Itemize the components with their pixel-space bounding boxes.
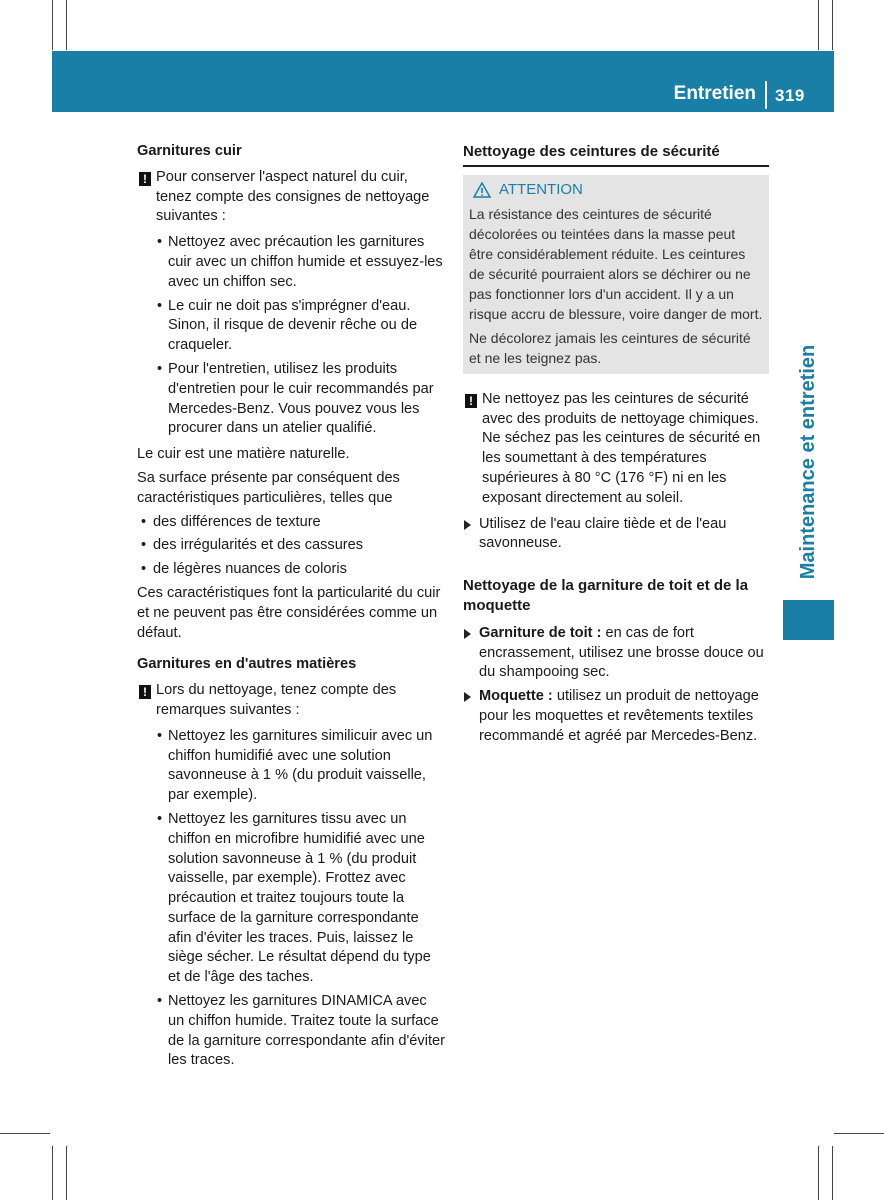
crop-mark <box>832 1146 833 1200</box>
paragraph: Sa surface présente par conséquent des caractéristiques particulières, telles que <box>137 469 400 506</box>
list-item: • des irrégularités et des cassures <box>153 536 445 556</box>
step-label: Garniture de toit : <box>479 624 602 641</box>
crop-mark <box>818 1146 819 1200</box>
bullet-icon: • <box>141 561 147 578</box>
crop-mark <box>832 0 833 50</box>
attention-text: Ne décolorez jamais les ceintures de sécurité et ne les teignez pas. <box>469 329 751 366</box>
belts-step <box>463 515 769 555</box>
list-item: • de légères nuances de coloris <box>153 560 445 580</box>
step-text: en cas de fort encrassement, utilisez une brosse douce ou du shampooing sec. <box>479 624 764 681</box>
step-text: utilisez un produit de nettoyage pour les moquettes et revêtements textiles recommandé et agréé par Mercedes-Benz. <box>479 688 759 744</box>
crop-mark <box>66 1146 67 1200</box>
other-materials-heading: Garnitures en d'autres matières <box>137 656 357 673</box>
crop-mark <box>52 1146 53 1200</box>
arrow-icon <box>464 520 471 530</box>
attention-header <box>469 180 763 200</box>
bullet-icon: • <box>157 727 163 744</box>
bullet-icon: • <box>141 513 147 530</box>
attention-title: ATTENTION <box>499 180 583 198</box>
leather-warning <box>137 168 445 227</box>
list-item: • des différences de texture <box>153 513 445 533</box>
header-separator <box>765 81 767 109</box>
crop-mark <box>52 0 53 50</box>
features-list <box>137 513 445 580</box>
belts-heading: Nettoyage des ceintures de sécurité <box>463 142 769 167</box>
list-item: • Pour l'entretien, utilisez les produits d'entretien pour le cuir recommandés par Mercedes-Benz. Vous pouvez vous les procurer dans un atelier qualifié. <box>157 360 434 437</box>
left-column <box>137 142 445 1071</box>
bullet-icon: • <box>157 993 163 1010</box>
other-warning-text: Lors du nettoyage, tenez compte des remarques suivantes : <box>156 682 397 718</box>
paragraph: Le cuir est une matière naturelle. <box>137 446 350 463</box>
crop-mark <box>818 0 819 50</box>
carpet-step <box>463 687 769 746</box>
warning-icon: ! <box>139 172 151 186</box>
belts-warning-text: Ne nettoyez pas les ceintures de sécurité avec des produits de nettoyage chimiques. Ne séchez pas les ceintures de sécurité en les soumettant à des températures supérieures à 80 °C (176 °F) ni en les exposant directement au soleil. <box>482 390 761 506</box>
bullet-icon: • <box>157 234 163 251</box>
warning-triangle-icon <box>473 182 491 198</box>
header-bar <box>52 51 834 112</box>
bullet-icon: • <box>157 810 163 827</box>
bullet-icon: • <box>157 360 163 377</box>
leather-heading: Garnitures cuir <box>137 143 242 159</box>
paragraph: Ces caractéristiques font la particularité du cuir et ne peuvent pas être considérées comme un défaut. <box>137 584 441 641</box>
list-item: • Nettoyez les garnitures similicuir avec un chiffon humidifié avec une solution savonneuse à 1 % (du produit vaisselle, par exemple). <box>157 727 433 804</box>
belts-warning <box>463 390 769 509</box>
list-item: • Nettoyez les garnitures tissu avec un chiffon en microfibre humidifié avec une solution savonneuse à 1 % (du produit vaisselle, par exemple). Frottez avec précaution et traitez toujours toute la surface de la garniture correspondante afin d'éviter les traces. Puis, laissez le siège sécher. Le résultat dépend du type et de l'âge des taches. <box>157 810 431 986</box>
bullet-icon: • <box>157 297 163 314</box>
list-item: • Le cuir ne doit pas s'imprégner d'eau. Sinon, il risque de devenir rêche ou de craqueler. <box>157 297 418 354</box>
bullet-icon: • <box>141 537 147 554</box>
attention-box <box>463 175 769 374</box>
leather-bullet-list <box>137 233 445 439</box>
arrow-icon <box>464 692 471 702</box>
crop-mark <box>834 1133 884 1134</box>
step-label: Moquette : <box>479 688 553 705</box>
other-warning <box>137 681 445 721</box>
other-bullet-list <box>137 727 445 1072</box>
warning-icon: ! <box>465 394 477 408</box>
crop-mark <box>0 1133 50 1134</box>
side-tab-label: Maintenance et entretien <box>797 344 819 580</box>
list-item: • Nettoyez les garnitures DINAMICA avec un chiffon humide. Traitez toute la surface de la garniture correspondante afin d'éviter les traces. <box>157 993 445 1069</box>
crop-mark <box>66 0 67 50</box>
right-column <box>463 142 769 747</box>
roof-step <box>463 624 769 683</box>
attention-text: La résistance des ceintures de sécurité décolorées ou teintées dans la masse peut être considérablement réduite. Les ceintures de sécurité pourraient alors se déchirer ou ne pas fonctionner lors d'un accident. Il y a un risque accru de blessure, voire danger de mort. <box>469 205 763 322</box>
page-number: 319 <box>775 86 805 105</box>
arrow-icon <box>464 629 471 639</box>
step-text: Utilisez de l'eau claire tiède et de l'eau savonneuse. <box>479 515 727 552</box>
section-title: Entretien <box>673 83 756 104</box>
leather-warning-text: Pour conserver l'aspect naturel du cuir, tenez compte des consignes de nettoyage suivantes : <box>156 168 430 225</box>
roof-heading: Nettoyage de la garniture de toit et de la moquette <box>463 577 749 614</box>
warning-icon: ! <box>139 685 151 699</box>
side-tab-marker <box>783 600 834 640</box>
list-item: • Nettoyez avec précaution les garnitures cuir avec un chiffon humide et essuyez-les avec un chiffon sec. <box>157 234 443 290</box>
